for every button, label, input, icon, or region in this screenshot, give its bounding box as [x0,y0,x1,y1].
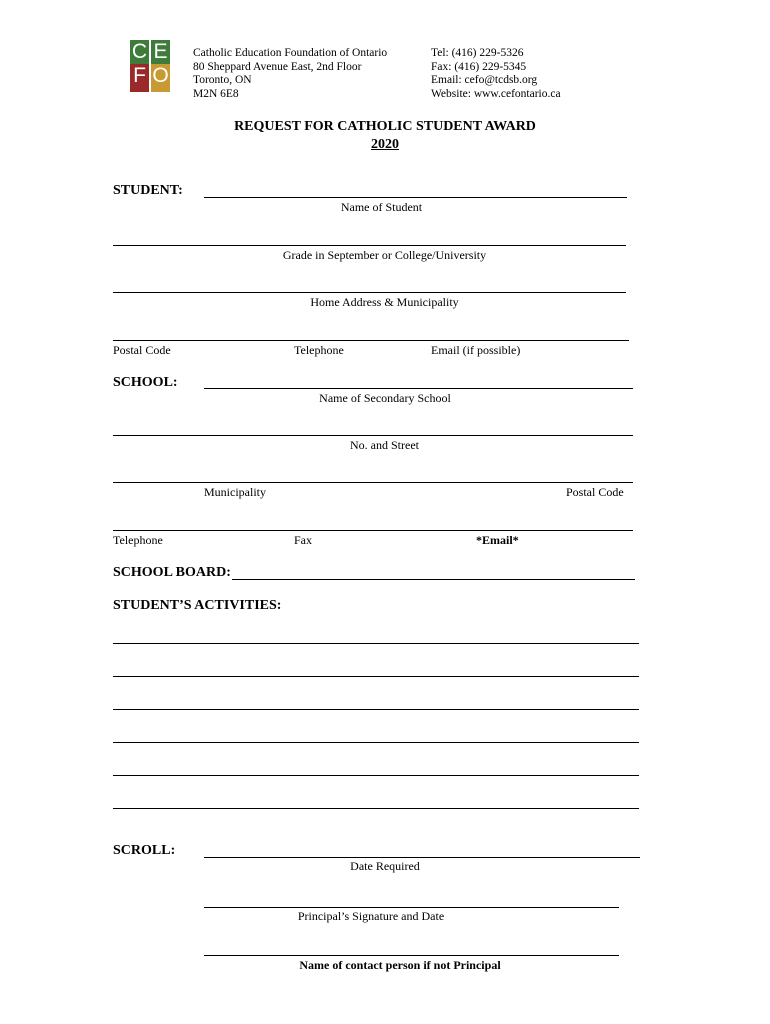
school-email-caption: *Email* [476,533,519,547]
student-name-caption: Name of Student [340,200,423,214]
school-municipality-field[interactable] [113,482,633,483]
org-fax: Fax: (416) 229-5345 [431,60,527,73]
org-city: Toronto, ON [193,74,252,86]
logo-letter-e: E [151,40,170,64]
student-postal-caption: Postal Code [113,343,171,357]
page-title [185,118,585,154]
school-street-field[interactable] [113,435,633,436]
school-board-heading: SCHOOL BOARD: [113,565,231,580]
scroll-heading: SCROLL: [113,843,176,858]
principal-signature-field[interactable] [204,907,619,908]
student-name-field[interactable] [204,197,627,198]
school-telephone-caption: Telephone [113,533,163,547]
student-email-caption: Email (if possible) [431,343,521,357]
school-name-field[interactable] [204,388,633,389]
activities-line[interactable] [113,742,639,743]
student-grade-caption: Grade in September or College/University [282,248,487,262]
activities-line[interactable] [113,676,639,677]
activities-line[interactable] [113,775,639,776]
school-heading: SCHOOL: [113,375,178,390]
school-postal-caption: Postal Code [566,485,624,499]
student-telephone-caption: Telephone [294,343,344,357]
org-website: Website: www.cefontario.ca [431,87,561,100]
student-contact-field[interactable] [113,340,629,341]
org-address [193,47,387,101]
logo-letter-o: O [151,64,170,92]
logo-letter-f: F [130,64,149,92]
scroll-date-caption: Date Required [350,859,420,873]
student-grade-field[interactable] [113,245,626,246]
org-tel: Tel: (416) 229-5326 [431,47,524,59]
activities-heading: STUDENT’S ACTIVITIES: [113,598,282,613]
org-street: 80 Sheppard Avenue East, 2nd Floor [193,60,362,73]
school-board-field[interactable] [232,579,635,580]
activities-line[interactable] [113,643,639,644]
logo-letter-c: C [131,40,148,63]
org-email: Email: cefo@tcdsb.org [431,74,538,86]
school-municipality-caption: Municipality [204,485,266,499]
student-heading: STUDENT: [113,183,183,198]
student-address-field[interactable] [113,292,626,293]
org-name: Catholic Education Foundation of Ontario [193,47,388,59]
school-fax-caption: Fax [294,533,312,547]
scroll-date-field[interactable] [204,857,640,858]
principal-signature-caption: Principal’s Signature and Date [297,909,445,923]
contact-person-caption: Name of contact person if not Principal [299,958,501,972]
org-contacts [431,47,561,101]
org-postal: M2N 6E8 [193,87,239,100]
school-name-caption: Name of Secondary School [319,391,451,405]
activities-line[interactable] [113,709,639,710]
school-street-caption: No. and Street [350,438,419,452]
title-year: 2020 [371,137,399,152]
student-address-caption: Home Address & Municipality [310,295,459,309]
activities-line[interactable] [113,808,639,809]
title-line: REQUEST FOR CATHOLIC STUDENT AWARD [234,119,536,134]
school-contact-field[interactable] [113,530,633,531]
contact-person-field[interactable] [204,955,619,956]
